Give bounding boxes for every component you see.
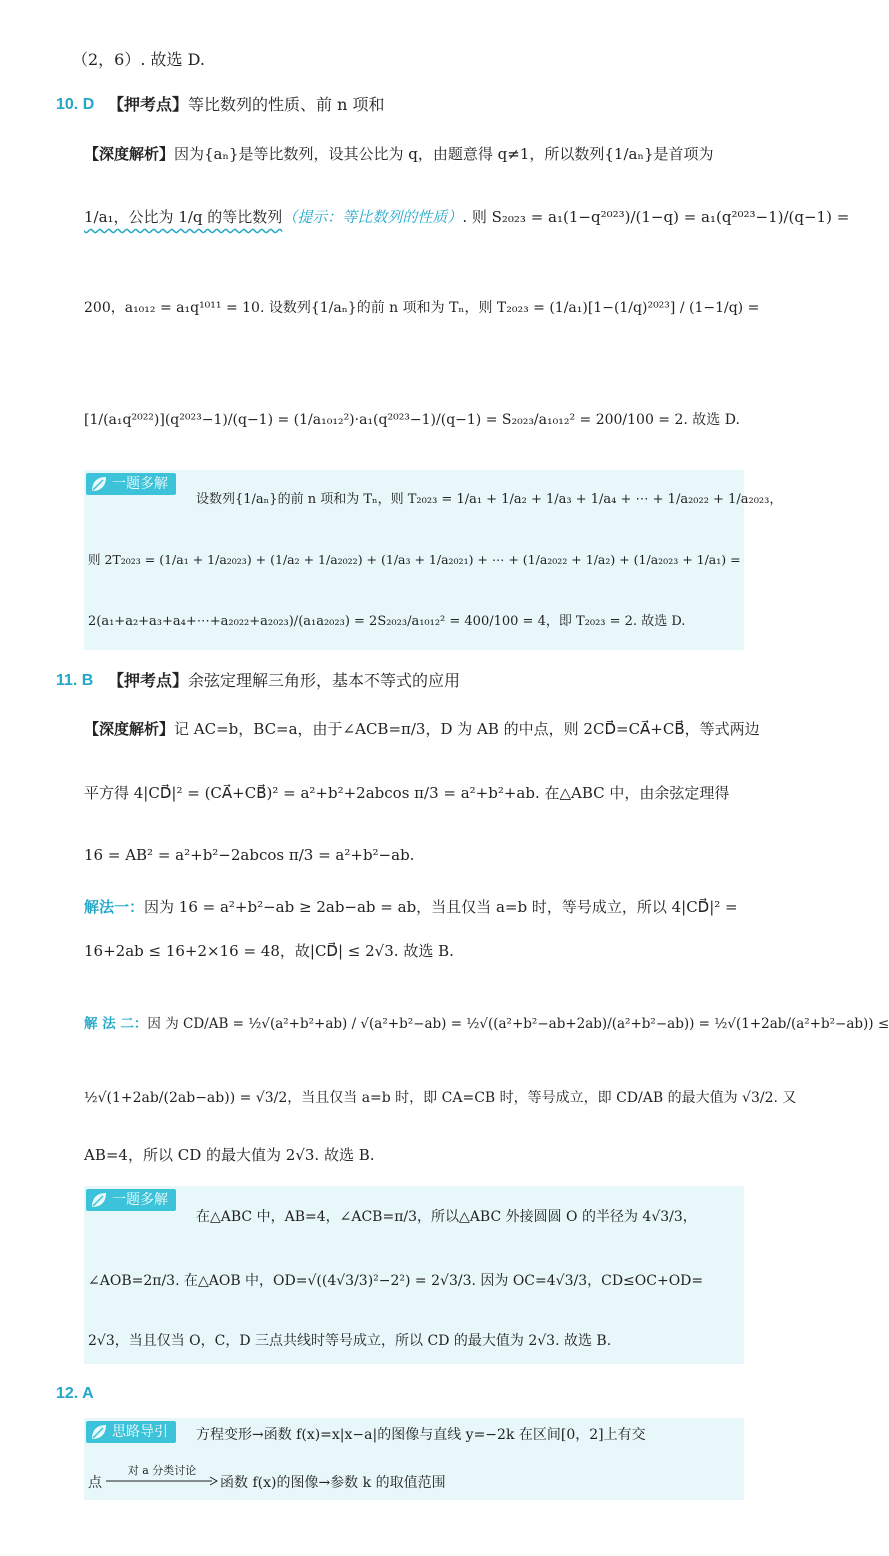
q10-alt-solution-box xyxy=(84,470,783,650)
q11-method1-line2: 16+2ab ≤ 16+2×16 = 48，故|CD⃗| ≤ 2√3. 故选 B. xyxy=(84,942,454,960)
q11-line3: 16 = AB² = a²+b²−2abcos π/3 = a²+b²−ab. xyxy=(84,846,415,864)
q11-method1-label: 解法一： xyxy=(84,898,145,916)
q10-line2 xyxy=(84,208,849,226)
carryover-answer: （2，6）. 故选 D. xyxy=(72,50,205,69)
q10-kaodian xyxy=(108,95,385,114)
q11-method2-line1 xyxy=(84,1016,889,1032)
q11-method1-text: 因为 16 = a²+b²−ab ≥ 2ab−ab = ab，当且仅当 a=b 时，等号成立，所以 4|CD⃗|² = xyxy=(144,898,738,916)
q11-jiexi-label: 【深度解析】 xyxy=(84,720,175,738)
q12-line2-post: 函数 f(x)的图像→参数 k 的取值范围 xyxy=(220,1475,446,1491)
q12-badge xyxy=(86,1421,176,1443)
q12-badge-text: 思路导引 xyxy=(112,1424,168,1440)
q12-arrow-label: 对 a 分类讨论 xyxy=(127,1464,197,1477)
q12-number: 12. A xyxy=(56,1385,94,1402)
q10-line2-a: 1/a₁，公比为 1/q 的等比数列 xyxy=(84,208,283,226)
q10-line2-b: . 则 S₂₀₂₃ = a₁(1−q²⁰²³)/(1−q) = a₁(q²⁰²³−1)/(q−1) = xyxy=(462,208,850,226)
q11-box-line3: 2√3，当且仅当 O，C，D 三点共线时等号成立，所以 CD 的最大值为 2√3. 故选 B. xyxy=(88,1333,612,1349)
q11-method1-line1 xyxy=(84,898,738,916)
q12-line2-pre: 点 xyxy=(88,1475,102,1491)
q10-line1-text: 因为{aₙ}是等比数列，设其公比为 q，由题意得 q≠1，所以数列{1/aₙ}是首项为 xyxy=(174,145,714,163)
q11-method2-label: 解 法 二： xyxy=(84,1016,148,1032)
leaf-icon xyxy=(90,1423,108,1441)
q11-box-line2: ∠AOB=2π/3. 在△AOB 中，OD=√((4√3/3)²−2²) = 2√3/3. 因为 OC=4√3/3，CD≤OC+OD= xyxy=(88,1273,704,1289)
q10-line1 xyxy=(84,145,714,163)
q10-number: 10. D xyxy=(56,96,95,113)
q11-line1-text: 记 AC=b，BC=a，由于∠ACB=π/3，D 为 AB 的中点，则 2CD⃗=CA⃗+CB⃗，等式两边 xyxy=(174,720,760,738)
q11-alt-solution-box xyxy=(84,1186,744,1364)
long-arrow-icon xyxy=(106,1476,218,1486)
q10-line3: 200，a₁₀₁₂ = a₁q¹⁰¹¹ = 10. 设数列{1/aₙ}的前 n 项和为 Tₙ，则 T₂₀₂₃ = (1/a₁)[1−(1/q)²⁰²³] / (1−1/q) = xyxy=(84,300,760,316)
leaf-icon xyxy=(90,475,108,493)
q12-guide-box xyxy=(84,1418,744,1500)
q11-method2-text: 因 为 CD/AB = ½√(a²+b²+ab) / √(a²+b²−ab) = ½√((a²+b²−ab+2ab)/(a²+b²−ab)) = ½√(1+2ab/(a²+b²−ab)) ≤ xyxy=(147,1016,889,1032)
q10-line4: [1/(a₁q²⁰²²)](q²⁰²³−1)/(q−1) = (1/a₁₀₁₂²)·a₁(q²⁰²³−1)/(q−1) = S₂₀₂₃/a₁₀₁₂² = 200/100 = 2. 故选 D. xyxy=(84,412,740,428)
q11-kaodian xyxy=(108,671,460,690)
q11-kaodian-text: 余弦定理解三角形，基本不等式的应用 xyxy=(188,671,461,690)
q11-line2: 平方得 4|CD⃗|² = (CA⃗+CB⃗)² = a²+b²+2abcos π/3 = a²+b²+ab. 在△ABC 中，由余弦定理得 xyxy=(84,784,730,802)
q10-jiexi-label: 【深度解析】 xyxy=(84,145,175,163)
q11-method2-line2: ½√(1+2ab/(2ab−ab)) = √3/2，当且仅当 a=b 时，即 CA=CB 时，等号成立，即 CD/AB 的最大值为 √3/2. 又 xyxy=(84,1090,797,1106)
q11-badge xyxy=(86,1189,176,1211)
q11-kaodian-label: 【押考点】 xyxy=(108,671,189,690)
q10-badge xyxy=(86,473,176,495)
q11-method2-line3: AB=4，所以 CD 的最大值为 2√3. 故选 B. xyxy=(84,1146,375,1164)
q11-line1 xyxy=(84,720,760,738)
q10-kaodian-text: 等比数列的性质、前 n 项和 xyxy=(188,95,385,114)
q10-box-line1: 设数列{1/aₙ}的前 n 项和为 Tₙ，则 T₂₀₂₃ = 1/a₁ + 1/a₂ + 1/a₃ + 1/a₄ + ⋯ + 1/a₂₀₂₂ + 1/a₂₀₂₃， xyxy=(196,492,783,507)
q10-badge-text: 一题多解 xyxy=(112,476,168,492)
q11-number: 11. B xyxy=(56,672,94,689)
q10-box-line2: 则 2T₂₀₂₃ = (1/a₁ + 1/a₂₀₂₃) + (1/a₂ + 1/a₂₀₂₂) + (1/a₃ + 1/a₂₀₂₁) + ⋯ + (1/a₂₀₂₂ + 1/a₂) + (1/a₂₀₂₃ + 1/a₁) = xyxy=(88,552,741,567)
q10-kaodian-label: 【押考点】 xyxy=(108,95,189,114)
q11-box-line1: 在△ABC 中，AB=4，∠ACB=π/3，所以△ABC 外接圆圆 O 的半径为 4√3/3， xyxy=(196,1209,697,1225)
leaf-icon xyxy=(90,1191,108,1209)
q11-badge-text: 一题多解 xyxy=(112,1192,168,1208)
q10-box-line3: 2(a₁+a₂+a₃+a₄+⋯+a₂₀₂₂+a₂₀₂₃)/(a₁a₂₀₂₃) = 2S₂₀₂₃/a₁₀₁₂² = 400/100 = 4，即 T₂₀₂₃ = 2. 故选 D. xyxy=(88,614,686,629)
q12-box-line1: 方程变形→函数 f(x)=x|x−a|的图像与直线 y=−2k 在区间[0，2]上有交 xyxy=(196,1427,646,1443)
q10-hint: （提示：等比数列的性质） xyxy=(282,208,463,226)
